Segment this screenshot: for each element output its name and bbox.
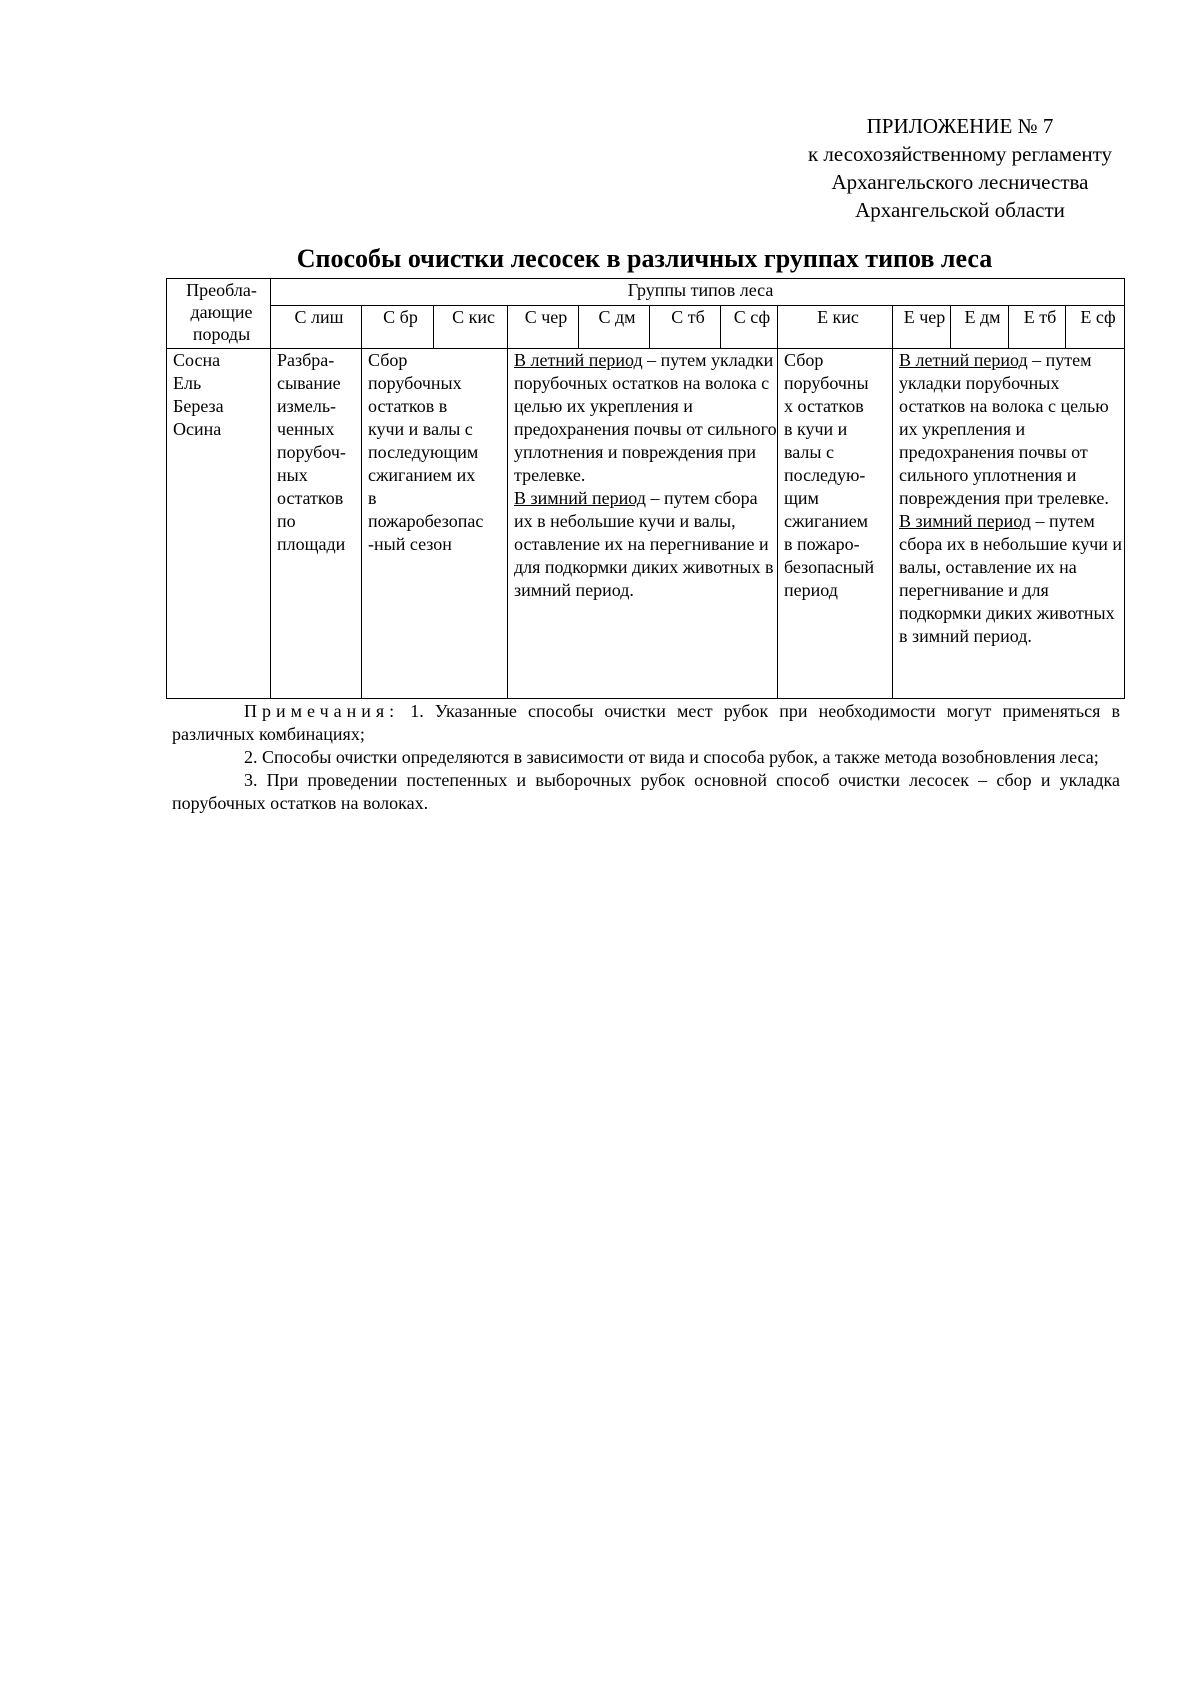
header-row — [167, 279, 1125, 306]
summer-text: – путем укладки порубочных остатков на волока с целью их укрепления и предохранения почвы от сильного уплотнения и повреждения при трелевке. — [514, 350, 777, 485]
note-3: 3. При проведении постепенных и выборочных рубок основной способ очистки лесосек – сбор и укладка порубочных остатков на волоках. — [172, 770, 1120, 813]
summer-label: В летний период — [899, 350, 1028, 370]
notes-section — [172, 700, 1120, 815]
notes-label: Примечания: — [244, 701, 400, 721]
summer-label: В летний период — [514, 350, 643, 370]
col-header: Е чер — [893, 306, 951, 349]
col-header: Е дм — [951, 306, 1009, 349]
annex-header — [760, 112, 1160, 224]
col-header: С чер — [508, 306, 579, 349]
col-header: С тб — [650, 306, 721, 349]
data-row — [167, 349, 1125, 699]
col-header: Е тб — [1009, 306, 1066, 349]
winter-label: В зимний период — [514, 488, 646, 508]
column-header-row — [167, 306, 1125, 349]
col-header: С сф — [721, 306, 778, 349]
annex-line-4: Архангельской области — [855, 198, 1065, 222]
cleaning-methods-table — [166, 278, 1125, 699]
annex-line-2: к лесохозяйственному регламенту — [807, 142, 1113, 166]
col-header: С лиш — [271, 306, 362, 349]
species-cell: Сосна Ель Береза Осина — [167, 349, 271, 699]
col-header: С бр — [362, 306, 434, 349]
cell-s-lish: Разбра- сывание измель- ченных порубоч- ных остатков по площади — [271, 349, 362, 699]
cell-e-kis: Сбор порубочны х остатков в кучи и валы с последую- щим сжиганием в пожаро- безопасный период — [778, 349, 893, 699]
annex-line-3: Архангельского лесничества — [831, 170, 1089, 194]
species-header: Преобла- дающие породы — [167, 279, 271, 349]
note-2: 2. Способы очистки определяются в зависимости от вида и способа рубок, а также метода возобновления леса; — [244, 747, 1099, 767]
winter-text: – путем сбора их в небольшие кучи и валы, оставление их на перегнивание и для подкормки диких животных в зимний период. — [899, 511, 1123, 646]
cell-s-cher-sf — [508, 349, 778, 699]
summer-text: – путем укладки порубочных остатков на волока с целью их укрепления и предохранения почвы от сильного уплотнения и повреждения при трелевке. — [899, 350, 1109, 508]
col-header: С кис — [434, 306, 508, 349]
document-title: Способы очистки лесосек в различных группах типов леса — [296, 244, 993, 273]
note-1 — [172, 700, 1120, 746]
col-header: Е кис — [778, 306, 893, 349]
winter-text: – путем сбора их в небольшие кучи и валы, оставление их на перегнивание и для подкормки диких животных в зимний период. — [514, 488, 774, 600]
groups-header: Группы типов леса — [271, 279, 1125, 306]
col-header: Е сф — [1066, 306, 1125, 349]
note-1-text: 1. Указанные способы очистки мест рубок при необходимости могут применяться в различных комбинациях; — [172, 701, 1120, 744]
cell-s-br-kis: Сбор порубочных остатков в кучи и валы с последующим сжиганием их в пожаробезопас -ный сезон — [362, 349, 508, 699]
col-header: С дм — [579, 306, 650, 349]
cell-e-cher-sf — [893, 349, 1125, 699]
annex-number: ПРИЛОЖЕНИЕ № 7 — [866, 114, 1054, 138]
winter-label: В зимний период — [899, 511, 1031, 531]
